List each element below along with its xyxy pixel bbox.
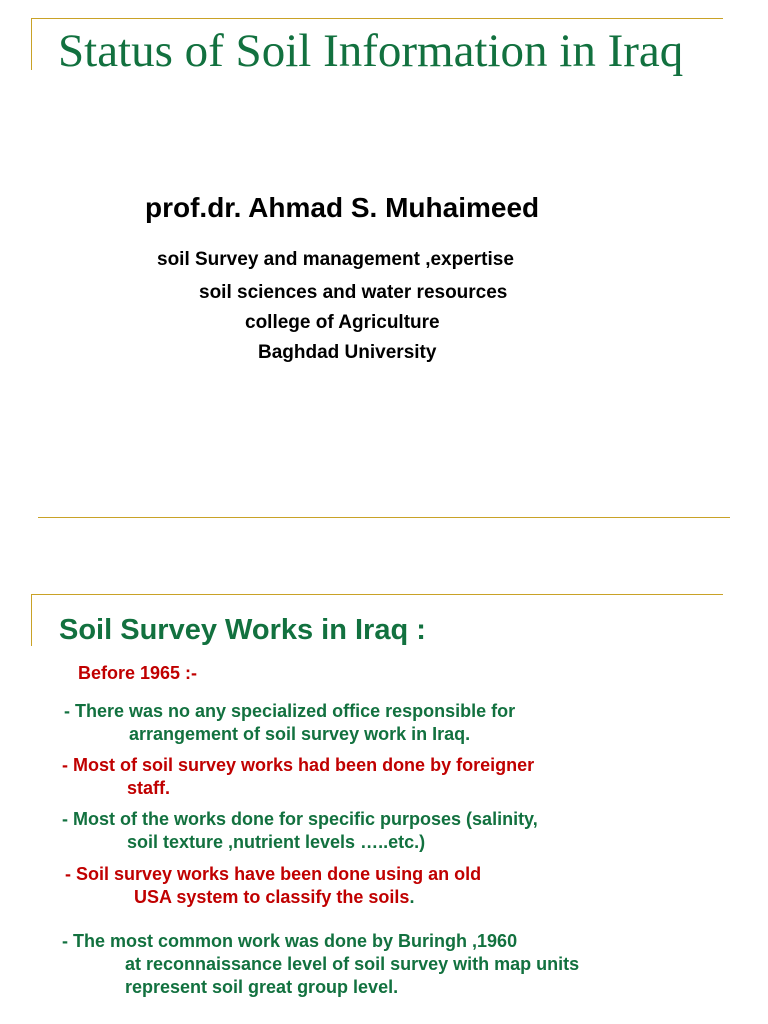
bullet-line: - There was no any specialized office responsible for (64, 701, 516, 721)
bullet-line: - Soil survey works have been done using an old (65, 864, 482, 884)
affiliation-line: Baghdad University (258, 342, 437, 363)
section-subheading: Before 1965 :- (78, 663, 198, 683)
bullet-period: . (409, 887, 415, 907)
bullet-line: - Most of the works done for specific purposes (salinity, (62, 809, 538, 829)
affiliation-line: soil sciences and water resources (199, 282, 508, 303)
affiliation-line: college of Agriculture (245, 312, 440, 333)
slide1-bottom-rule (38, 517, 730, 518)
slide2-title: Soil Survey Works in Iraq : (59, 614, 426, 646)
author-name: prof.dr. Ahmad S. Muhaimeed (145, 192, 540, 223)
bullet-line: soil texture ,nutrient levels …..etc.) (127, 832, 426, 852)
bullet-line: arrangement of soil survey work in Iraq. (129, 724, 471, 744)
slide1-side-rule (31, 18, 32, 70)
bullet-text: USA system to classify the soils (134, 887, 410, 907)
bullet-line: - Most of soil survey works had been done by foreigner (62, 755, 535, 775)
affiliation-line: soil Survey and management ,expertise (157, 249, 514, 270)
slide2-top-rule (31, 594, 723, 595)
slide1-title: Status of Soil Information in Iraq (58, 25, 684, 77)
bullet-line (134, 886, 414, 909)
bullet-line: at reconnaissance level of soil survey with map units (125, 954, 580, 974)
slide2-side-rule (31, 594, 32, 646)
slide1-top-rule (31, 18, 723, 19)
bullet-line: staff. (127, 778, 171, 798)
bullet-line: - The most common work was done by Buringh ,1960 (62, 931, 518, 951)
bullet-line: represent soil great group level. (125, 977, 399, 997)
